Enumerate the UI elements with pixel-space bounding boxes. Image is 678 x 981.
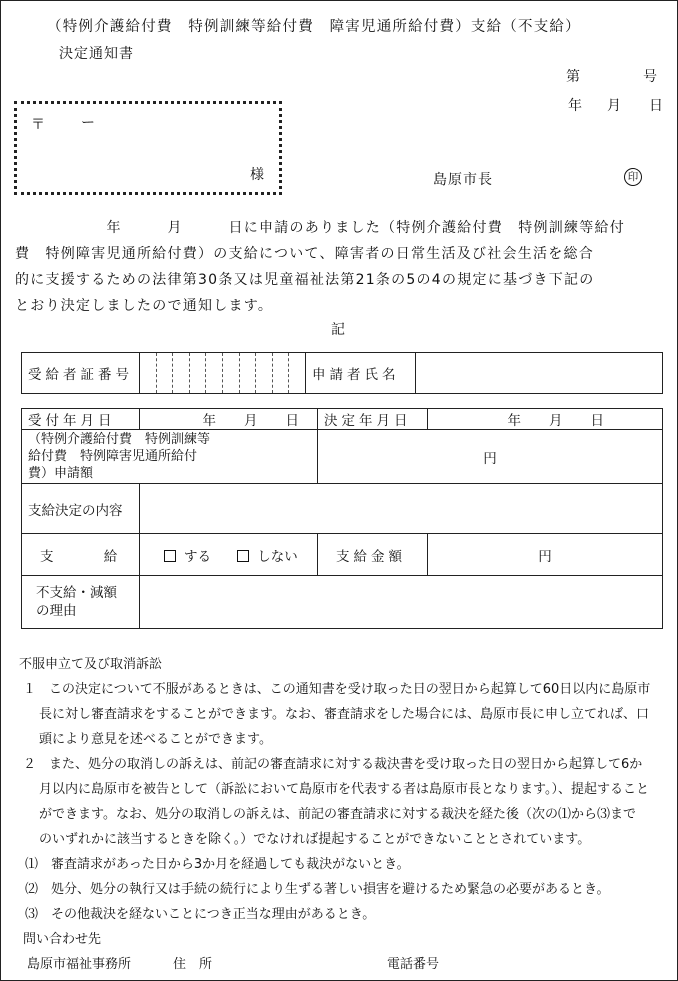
recipient-no-label: 受給者証番号 [22, 353, 140, 394]
notes-line: 月以内に島原市を被告として（訴訟において島原市を代表する者は島原市長となります。）、提起すること [39, 782, 649, 797]
checkbox-yes[interactable] [164, 550, 176, 562]
appeal-notes [19, 652, 669, 952]
recipient-no-field[interactable] [140, 353, 306, 394]
notes-line: ⑵ 処分、処分の執行又は手続の続行により生ずる著しい損害を避けるため緊急の必要があるとき。 [25, 882, 610, 897]
payment-options [140, 534, 318, 576]
body-line: 的に支援するための法律第30条又は児童福祉法第21条の5の4の規定に基づき下記の [15, 272, 595, 288]
notice-body [15, 215, 665, 319]
notes-heading: 不服申立て及び取消訴訟 [19, 657, 163, 672]
issuer-name: 島原市長 [433, 172, 493, 188]
issue-date-month: 月 [607, 98, 621, 114]
contact-address-label: 住 所 [173, 957, 213, 972]
option-no-label: しない [257, 548, 298, 565]
ki-heading: 記 [331, 322, 345, 338]
contact-heading: 問い合わせ先 [23, 932, 102, 947]
body-line: とおり決定しましたので通知します。 [15, 298, 274, 314]
payment-label-a: 支 [40, 548, 54, 565]
body-line: 費 特例障害児通所給付費）の支給について、障害者の日常生活及び社会生活を総合 [15, 246, 594, 262]
application-amount-label [22, 430, 318, 484]
amount-label-line: （特例介護給付費 特例訓練等 [28, 432, 211, 447]
received-day: 日 [285, 413, 299, 429]
reason-field[interactable] [140, 576, 663, 629]
document-title: （特例介護給付費 特例訓練等給付費 障害児通所給付費）支給（不支給） [47, 19, 581, 35]
decision-date-ymd [434, 409, 656, 429]
contact-office: 島原市福祉事務所 [27, 957, 132, 972]
checkbox-no[interactable] [237, 550, 249, 562]
received-year: 年 [202, 413, 216, 429]
decision-content-label: 支給決定の内容 [22, 484, 140, 534]
postal-mark: 〒 [31, 117, 45, 133]
payment-label-b: 給 [103, 548, 118, 565]
postal-dash: ー [81, 115, 95, 131]
decision-year: 年 [507, 413, 521, 429]
payment-label [22, 534, 140, 576]
applicant-name-label: 申請者氏名 [306, 353, 416, 394]
reason-label-line: 不支給・減額 [36, 585, 117, 601]
received-month: 月 [244, 413, 258, 429]
yen-unit: 円 [483, 450, 497, 467]
issue-date-day: 日 [649, 98, 663, 114]
notes-line: ２ また、処分の取消しの訴えは、前記の審査請求に対する裁決書を受け取った日の翌日から起算して6か [23, 757, 643, 772]
honorific-sama: 様 [250, 167, 264, 183]
recipient-no-digits [140, 353, 305, 393]
decision-content-field[interactable] [140, 484, 663, 534]
notes-line: ⑴ 審査請求があった日から3か月を経過しても裁決がないとき。 [25, 857, 410, 872]
notes-line: １ この決定について不服があるときは、この通知書を受け取った日の翌日から起算して60日以内に島原市 [23, 682, 651, 697]
option-yes-label: する [184, 548, 211, 565]
decision-month: 月 [549, 413, 563, 429]
payment-amount-field[interactable] [428, 534, 663, 576]
recipient-table [21, 352, 663, 394]
decision-date-field[interactable] [428, 409, 663, 430]
notes-line: 長に対し審査請求をすることができます。なお、審査請求をした場合には、島原市長に申し立てれば、口 [39, 707, 649, 722]
document-subtitle: 決定通知書 [59, 46, 134, 62]
contact-phone-label: 電話番号 [387, 957, 440, 972]
seal-mark: 印 [624, 168, 642, 186]
notes-line: 頭により意見を述べることができます。 [39, 732, 272, 747]
doc-number-prefix: 第 [566, 69, 580, 85]
recipient-address-box [14, 101, 282, 195]
doc-number-suffix: 号 [643, 69, 657, 85]
received-date-field[interactable] [140, 409, 318, 430]
body-line: 年 月 日に申請のありました（特例介護給付費 特例訓練等給付 [15, 220, 625, 236]
amount-label-line: 費）申請額 [28, 466, 94, 481]
decision-date-label: 決定年月日 [318, 409, 428, 430]
decision-day: 日 [590, 413, 604, 429]
decision-table [21, 408, 663, 629]
payment-amount-label: 支給金額 [318, 534, 428, 576]
amount-label-line: 給付費 特例障害児通所給付 [28, 449, 198, 464]
application-amount-field[interactable] [318, 430, 663, 484]
reason-label-line: の理由 [36, 603, 77, 619]
notes-line: ⑶ その他裁決を経ないことにつき正当な理由があるとき。 [25, 907, 376, 922]
issue-date-year: 年 [568, 98, 582, 114]
received-date-label: 受付年月日 [22, 409, 140, 430]
received-date-ymd [146, 409, 311, 429]
reason-label [22, 576, 140, 629]
notes-line: ができます。なお、処分の取消しの訴えは、前記の審査請求に対する裁決を経た後（次の⑴から⑶まで [39, 807, 636, 822]
yen-unit: 円 [538, 548, 552, 565]
applicant-name-field[interactable] [416, 353, 663, 394]
notes-line: のいずれかに該当するときを除く。）でなければ提起することができないこととされています。 [39, 832, 591, 847]
